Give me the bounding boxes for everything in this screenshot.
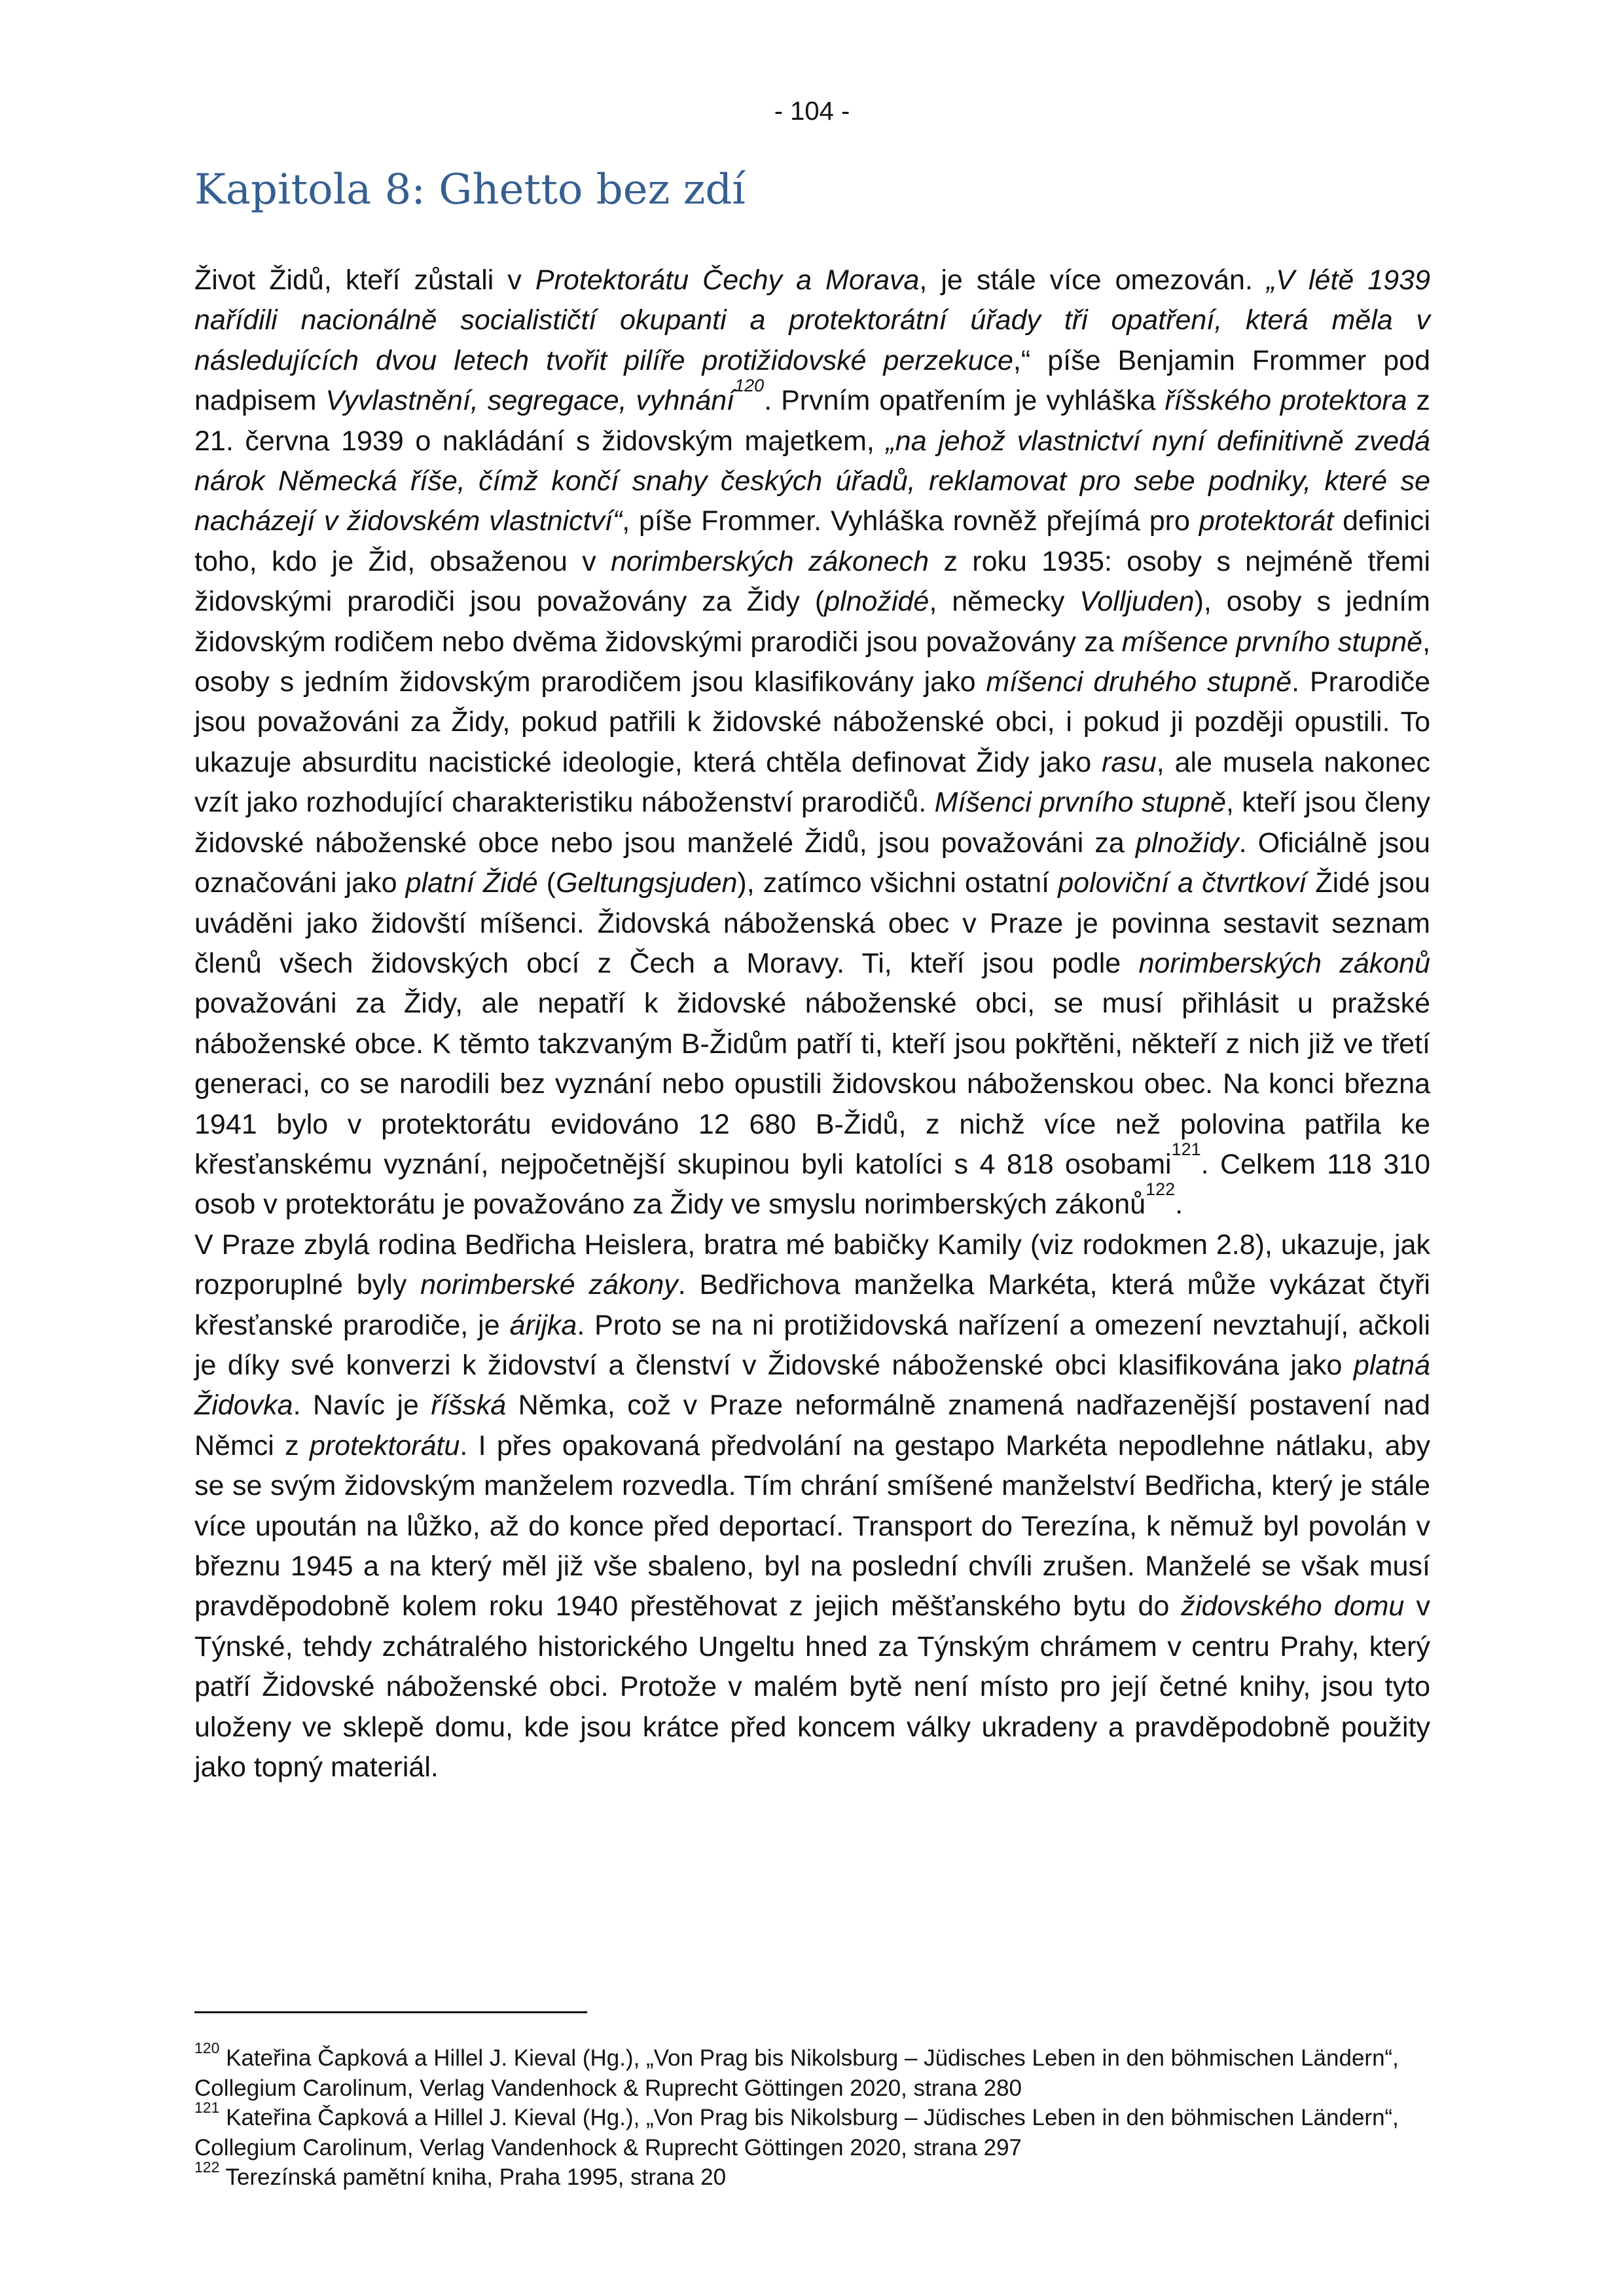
text-run: , je stále více omezován. (919, 264, 1267, 296)
chapter-title: Kapitola 8: Ghetto bez zdí (194, 166, 746, 214)
text-run: . Proto se na ni protižidovská nařízení a omezení nevztahují, ačkoli je díky své konverzi k židovství a členství v Židovské náboženské obci klasifikována jako (194, 1309, 1430, 1381)
italic-text: Geltungsjuden (556, 867, 738, 899)
text-run: . Prarodiče jsou považováni za Židy, pokud patřili k židovské náboženské obci, i pokud ji později opustili. To ukazuje absurditu nacistické ideologie, která chtěla definovat Židy jako (194, 666, 1430, 778)
footnote-122 (194, 2159, 1430, 2193)
italic-text: árijka (509, 1309, 577, 1341)
footnote-reference: 122 (1146, 1179, 1176, 1200)
text-run: z 21. června 1939 o nakládání s židovským majetkem, (194, 385, 1430, 457)
italic-text: protektorátu (309, 1429, 460, 1462)
footnote-text: Kateřina Čapková a Hillel J. Kieval (Hg.), „Von Prag bis Nikolsburg – Jüdisches Leben in den böhmischen Ländern“, Collegium Carolinum, Verlag Vandenhock & Ruprecht Göttingen 2020, strana 280 (194, 2045, 1399, 2101)
footnote-number: 121 (194, 2099, 220, 2116)
text-run: ), osoby s jedním židovským rodičem nebo dvěma židovskými prarodiči jsou považovány za (194, 586, 1430, 658)
paragraph-1 (194, 260, 1430, 1225)
text-run: , osoby s jedním židovským prarodičem jsou klasifikovány jako (194, 626, 1431, 698)
text-run: v Týnské, tehdy zchátralého historického Ungeltu hned za Týnským chrámem v centru Prahy, který patří Židovské náboženské obci. Protože v malém bytě není místo pro její četné knihy, jsou tyto uloženy ve sklepě domu, kde jsou krátce před koncem války ukradeny a pravděpodobně použity jako topný materiál. (194, 1590, 1430, 1784)
italic-text: plnožidy (1135, 827, 1239, 859)
text-run: . Prvním opatřením je vyhláška (764, 385, 1165, 417)
text-run: , ale musela nakonec vzít jako rozhodující charakteristiku náboženství prarodičů. (194, 746, 1430, 819)
italic-text: Vyvlastnění, segregace, vyhnání (325, 385, 735, 417)
footnote-text: Kateřina Čapková a Hillel J. Kieval (Hg.), „Von Prag bis Nikolsburg – Jüdisches Leben in den böhmischen Ländern“, Collegium Carolinum, Verlag Vandenhock & Ruprecht Göttingen 2020, strana 297 (194, 2105, 1399, 2161)
footnote-number: 120 (194, 2039, 220, 2056)
italic-text: míšenci druhého stupně (986, 666, 1292, 698)
paragraph-2 (194, 1225, 1430, 1788)
italic-text: Míšenci prvního stupně (934, 787, 1227, 819)
italic-text: „na jehož vlastnictví nyní definitivně zvedá nárok Německá říše, čímž končí snahy českých úřadů, reklamovat pro sebe podniky, které se nacházejí v židovském vlastnictví“ (194, 425, 1430, 537)
italic-text: plnožidé (824, 586, 929, 618)
italic-text: „V létě 1939 nařídili nacionálně socialističtí okupanti a protektorátní úřady tři opatření, která měla v následujících dvou letech tvořit pilíře protižidovské perzekuce (194, 264, 1430, 376)
footnote-separator (194, 2011, 587, 2013)
italic-text: platní Židé (405, 867, 538, 899)
italic-text: rasu (1102, 746, 1157, 778)
text-run: . (1175, 1189, 1183, 1221)
text-run: Němka, což v Praze neformálně znamená nadřazenější postavení nad Němci z (194, 1390, 1430, 1462)
text-run: považováni za Židy, ale nepatří k židovské náboženské obci, se musí přihlásit u pražské náboženské obce. K těmto takzvaným B-Židům patří ti, kteří jsou pokřtěni, někteří z nich již ve třetí generaci, co se narodili bez vyznání nebo opustili židovskou náboženskou obec. Na konci března 1941 bylo v protektorátu evidováno 12 680 B-Židů, z nichž více než polovina patřila ke křesťanskému vyznání, nejpočetnější skupinou byli katolíci s 4 818 osobami (194, 988, 1430, 1180)
text-run: , kteří jsou členy židovské náboženské obce nebo jsou manželé Židů, jsou považováni za (194, 787, 1430, 859)
text-run: Židé jsou uváděni jako židovští míšenci. Židovská náboženská obec v Praze je povinna sestavit seznam členů všech židovských obcí z Čech a Moravy. Ti, kteří jsou podle (194, 867, 1430, 979)
footnote-number: 122 (194, 2159, 220, 2176)
text-run: , píše Frommer. Vyhláška rovněž přejímá pro (622, 505, 1199, 537)
footnote-120 (194, 2039, 1430, 2103)
italic-text: Volljuden (1079, 586, 1195, 618)
italic-text: Protektorátu Čechy a Morava (535, 264, 920, 296)
body-text (194, 260, 1430, 1787)
italic-text: norimberské zákony (420, 1269, 678, 1301)
text-run: . Celkem 118 310 osob v protektorátu je považováno za Židy ve smyslu norimberských zákonů (194, 1148, 1431, 1221)
footnotes (194, 2039, 1430, 2193)
footnote-reference: 121 (1171, 1139, 1201, 1159)
italic-text: norimberských zákonech (611, 545, 929, 577)
text-run: . Bedřichova manželka Markéta, která může vykázat čtyři křesťanské prarodiče, je (194, 1269, 1430, 1341)
page-number: - 104 - (774, 97, 850, 126)
italic-text: platná Židovka (194, 1349, 1430, 1422)
footnote-reference: 120 (734, 376, 765, 396)
text-run: ( (537, 867, 556, 899)
italic-text: poloviční a čtvrtkoví (1058, 867, 1307, 899)
text-run: definici toho, kdo je Žid, obsaženou v (194, 505, 1430, 577)
italic-text: říšská (431, 1390, 507, 1422)
footnote-text: Terezínská pamětní kniha, Praha 1995, strana 20 (225, 2164, 727, 2190)
text-run: , německy (929, 586, 1080, 618)
italic-text: protektorát (1199, 505, 1334, 537)
text-run: z roku 1935: osoby s nejméně třemi židovskými prarodiči jsou považovány za Židy ( (194, 545, 1431, 618)
italic-text: židovského domu (1181, 1590, 1405, 1623)
text-run: V Praze zbylá rodina Bedřicha Heislera, bratra mé babičky Kamily (viz rodokmen 2.8), ukazuje, jak rozporuplné byly (194, 1229, 1430, 1301)
text-run: Život Židů, kteří zůstali v (194, 264, 535, 296)
text-run: . I přes opakovaná předvolání na gestapo Markéta nepodlehne nátlaku, aby se se svým židovským manželem rozvedla. Tím chrání smíšené manželství Bedřicha, který je stále více upoután na lůžko, až do konce před deportací. Transport do Terezína, k němuž byl povolán v březnu 1945 a na který měl již vše sbaleno, byl na poslední chvíli zrušen. Manželé se však musí pravděpodobně kolem roku 1940 přestěhovat z jejich měšťanského bytu do (194, 1429, 1430, 1623)
italic-text: říšského protektora (1164, 385, 1407, 417)
text-run: ), zatímco všichni ostatní (737, 867, 1058, 899)
italic-text: norimberských zákonů (1138, 947, 1430, 979)
italic-text: míšence prvního stupně (1121, 626, 1423, 658)
text-run: ,“ píše Benjamin Frommer pod nadpisem (194, 344, 1430, 417)
text-run: . Navíc je (293, 1390, 431, 1422)
footnote-121 (194, 2099, 1430, 2162)
text-run: . Oficiálně jsou označováni jako (194, 827, 1430, 899)
